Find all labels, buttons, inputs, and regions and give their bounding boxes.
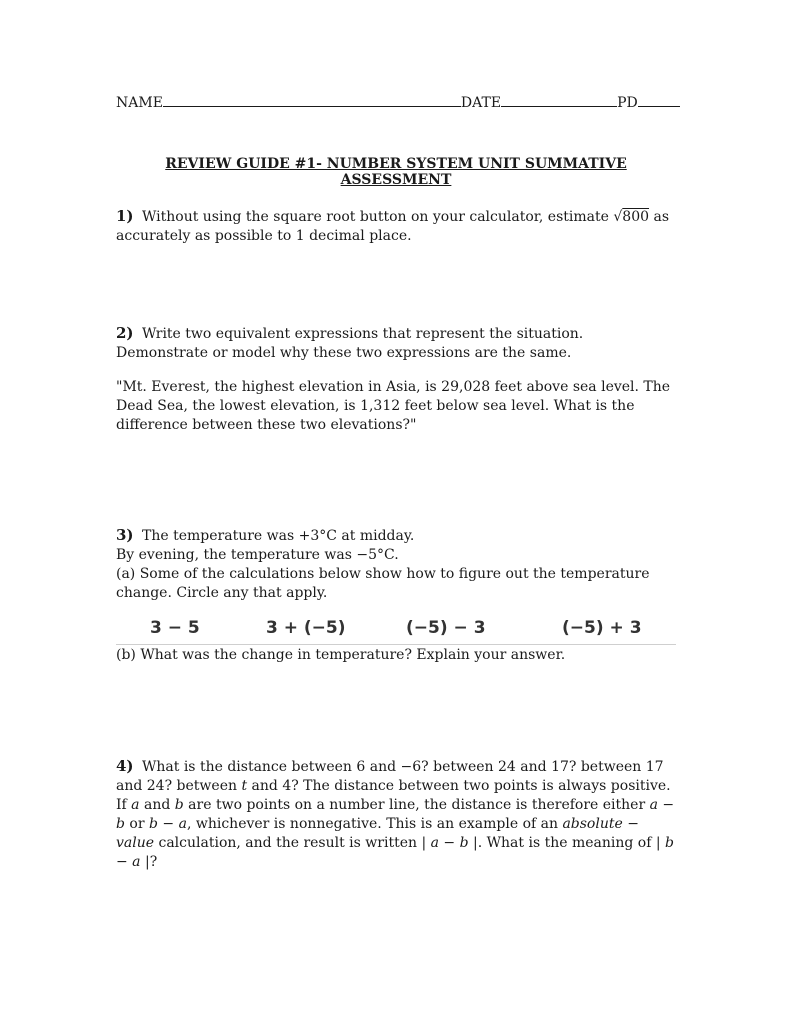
question-2 <box>116 324 676 363</box>
option-2[interactable]: 3 + (−5) <box>266 618 346 638</box>
q3-line-2: By evening, the temperature was −5°C. <box>116 547 399 563</box>
pd-label: PD <box>617 95 638 111</box>
question-number: 4) <box>116 757 134 775</box>
question-3 <box>116 526 676 603</box>
expr-a-minus-b: a − b <box>116 797 675 832</box>
q3-part-a: (a) Some of the calculations below show how to figure out the temperature change. Circle any that apply. <box>116 566 650 601</box>
calculation-options <box>116 614 676 645</box>
option-3[interactable]: (−5) − 3 <box>406 618 486 638</box>
q4-text: and 4? The distance between two points is always positive. If <box>116 778 671 813</box>
expr-absolute-value: absolute − value <box>116 816 639 851</box>
q4-text: , whichever is nonnegative. This is an example of an <box>186 816 563 832</box>
question-text: Write two equivalent expressions that represent the situation. Demonstrate or model why these two expressions are the same. <box>116 326 584 361</box>
var-a: a <box>131 797 140 813</box>
q4-text: . What is the meaning of <box>477 835 656 851</box>
question-2-quote: "Mt. Everest, the highest elevation in Asia, is 29,028 feet above sea level. The Dead Sea, the lowest elevation, is 1,312 feet below sea level. What is the difference between these two elevations?" <box>116 379 671 433</box>
question-number: 2) <box>116 324 134 342</box>
question-1 <box>116 207 676 246</box>
var-b: b <box>174 797 184 813</box>
page-title: REVIEW GUIDE #1- NUMBER SYSTEM UNIT SUMMATIVE ASSESSMENT <box>165 156 627 188</box>
question-number: 1) <box>116 207 134 225</box>
date-label: DATE <box>460 95 502 111</box>
student-info-line <box>116 94 676 111</box>
question-text: Without using the square root button on your calculator, estimate <box>142 209 614 225</box>
expr-abs-a-minus-b: | a − b | <box>421 835 478 851</box>
q4-text: What is the distance between 6 and −6? between 24 and 17? between 17 and 24? between <box>116 759 664 794</box>
pd-blank[interactable] <box>638 94 680 107</box>
name-blank[interactable] <box>163 94 461 107</box>
q3-part-b: (b) What was the change in temperature? Explain your answer. <box>116 647 566 663</box>
q4-text: ? <box>149 854 158 870</box>
sqrt-sign: √ <box>613 209 623 225</box>
date-blank[interactable] <box>501 94 617 107</box>
q4-text: are two points on a number line, the distance is therefore either <box>183 797 650 813</box>
q4-text: or <box>124 816 149 832</box>
option-4[interactable]: (−5) + 3 <box>562 618 642 638</box>
question-number: 3) <box>116 526 134 544</box>
name-label: NAME <box>116 95 163 111</box>
radicand: 800 <box>622 209 650 225</box>
q4-text: calculation, and the result is written <box>154 835 422 851</box>
question-4 <box>116 757 676 872</box>
q4-text: and <box>139 797 175 813</box>
var-t: t <box>241 778 248 794</box>
expr-b-minus-a: b − a <box>149 816 187 832</box>
q3-line-1: The temperature was +3°C at midday. <box>142 528 415 544</box>
expr-abs-b-minus-a: | b − a | <box>116 835 674 870</box>
question-text-cont: as accurately as possible to 1 decimal place. <box>116 209 670 244</box>
option-1[interactable]: 3 − 5 <box>150 618 200 638</box>
